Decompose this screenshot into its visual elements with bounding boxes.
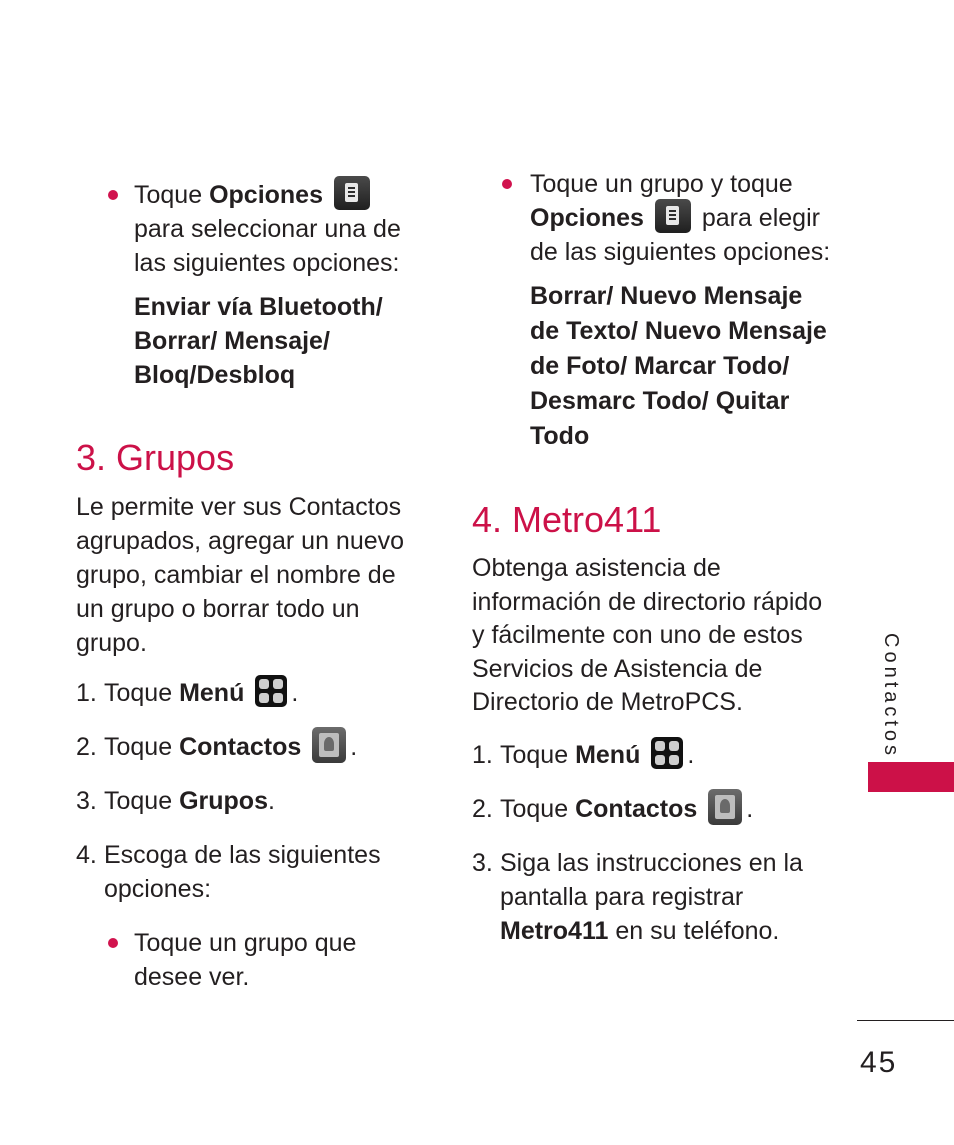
bullet-text-cont: para elegir de las siguientes opciones: — [530, 204, 831, 266]
step-text: Toque — [104, 787, 173, 815]
step-text: Escoga de las siguientes opciones: — [104, 841, 381, 903]
menu-label: Menú — [179, 679, 245, 707]
step-number: 3. — [76, 787, 97, 815]
side-tab-label: Contactos — [880, 633, 902, 760]
opciones-label: Opciones — [209, 181, 323, 209]
bullet-text: Toque un grupo y toque — [530, 170, 793, 198]
intro-paragraph: Obtenga asistencia de información de directorio rápido y fácilmente con uno de estos Servicios de Asistencia de Directorio de MetroPCS. — [472, 554, 823, 716]
page-number: 45 — [860, 1046, 898, 1079]
menu-icon — [255, 675, 287, 707]
options-icon — [334, 176, 370, 210]
step-punct: . — [687, 740, 695, 769]
step-text-cont: en su teléfono. — [615, 916, 780, 945]
bullet-dot — [502, 179, 512, 189]
section-heading-metro411: 4. Metro411 — [472, 499, 662, 540]
bullet-options — [76, 178, 426, 280]
side-tab-bar — [868, 762, 954, 792]
contactos-label: Contactos — [179, 733, 302, 761]
bullet-group-options — [472, 167, 832, 269]
step-number: 2. — [472, 794, 493, 823]
step-3 — [76, 784, 426, 818]
section-heading-grupos: 3. Grupos — [76, 437, 235, 478]
footer-rule — [857, 1020, 954, 1021]
contacts-icon — [708, 789, 742, 825]
step-number: 1. — [76, 679, 97, 707]
grupos-label: Grupos — [179, 787, 268, 815]
step-1 — [472, 738, 832, 772]
bullet-text-cont: para seleccionar una de las siguientes opciones: — [134, 215, 401, 277]
step-text: Toque — [104, 679, 173, 707]
contactos-label: Contactos — [575, 794, 698, 823]
bullet-text: Toque un grupo que desee ver. — [134, 929, 357, 991]
bullet-dot — [108, 190, 118, 200]
opciones-label: Opciones — [530, 204, 644, 232]
step-number: 3. — [472, 848, 493, 877]
step-text: Toque — [500, 794, 569, 823]
step-punct: . — [746, 794, 754, 823]
options-list: Borrar/ Nuevo Mensaje de Texto/ Nuevo Mensaje de Foto/ Marcar Todo/ Desmarc Todo/ Quitar Todo — [530, 282, 827, 450]
step-number: 1. — [472, 740, 493, 769]
left-column — [76, 178, 426, 994]
step-4 — [76, 838, 426, 906]
metro411-label: Metro411 — [500, 916, 609, 945]
step-1 — [76, 676, 426, 710]
step-2 — [76, 730, 426, 764]
step-text: Toque — [104, 733, 173, 761]
bullet-view-group — [76, 926, 426, 994]
options-list: Enviar vía Bluetooth/ Borrar/ Mensaje/ Bloq/Desbloq — [134, 293, 383, 389]
step-2 — [472, 792, 832, 826]
step-text: Siga las instrucciones en la pantalla para registrar — [500, 848, 803, 911]
menu-label: Menú — [575, 740, 641, 769]
intro-paragraph: Le permite ver sus Contactos agrupados, agregar un nuevo grupo, cambiar el nombre de un grupo o borrar todo un grupo. — [76, 493, 405, 657]
step-text: Toque — [500, 740, 569, 769]
right-column — [472, 167, 832, 948]
step-number: 2. — [76, 733, 97, 761]
step-number: 4. — [76, 841, 97, 869]
step-punct: . — [291, 679, 299, 707]
bullet-dot — [108, 938, 118, 948]
step-punct: . — [267, 787, 275, 815]
step-punct: . — [350, 733, 358, 761]
contacts-icon — [312, 727, 346, 763]
menu-icon — [651, 737, 683, 769]
bullet-text: Toque — [134, 181, 203, 209]
step-3 — [472, 846, 832, 948]
options-icon — [655, 199, 691, 233]
